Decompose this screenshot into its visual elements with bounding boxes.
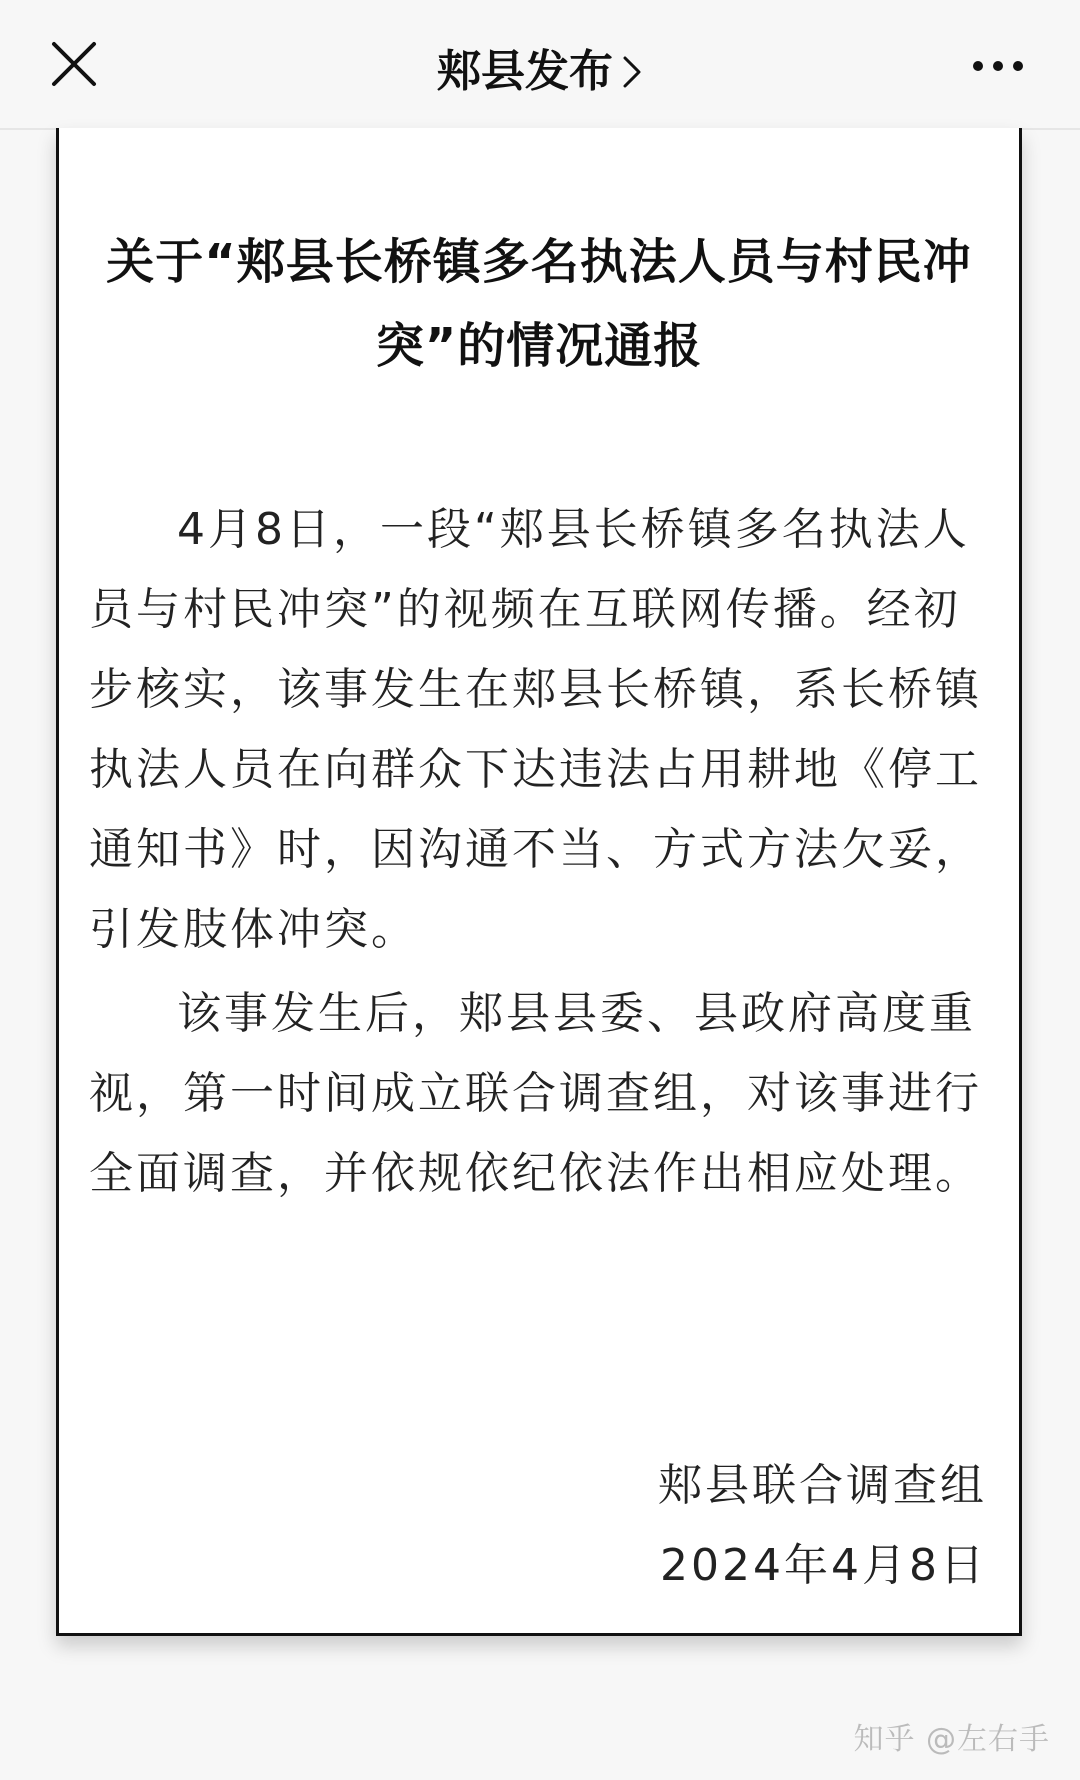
watermark: 知乎 @左右手 [853, 1722, 1050, 1757]
signature-date: 2024年4月8日 [660, 1540, 987, 1591]
notice-paragraph-2: 该事发生后，郏县县委、县政府高度重视，第一时间成立联合调查组，对该事进行全面调查，并依规依纪依法作出相应处理。 [89, 988, 982, 1199]
notice-signature [658, 1446, 987, 1606]
signature-org: 郏县联合调查组 [658, 1460, 987, 1511]
top-bar [0, 0, 1080, 130]
notice-paragraph-1: 4月8日，一段“郏县长桥镇多名执法人员与村民冲突”的视频在互联网传播。经初步核实，该事发生在郏县长桥镇，系长桥镇执法人员在向群众下达违法占用耕地《停工通知书》时，因沟通不当、方式方法欠妥，引发肢体冲突。 [89, 504, 982, 955]
notice-body [89, 490, 989, 1214]
account-name: 郏县发布 [437, 46, 613, 97]
more-icon [968, 48, 1028, 84]
notice-title: 关于“郏县长桥镇多名执法人员与村民冲突”的情况通报 [106, 234, 972, 374]
chevron-right-icon [621, 52, 643, 92]
notice-document [56, 128, 1022, 1636]
more-button[interactable] [968, 48, 1028, 84]
account-title[interactable] [0, 40, 1080, 100]
